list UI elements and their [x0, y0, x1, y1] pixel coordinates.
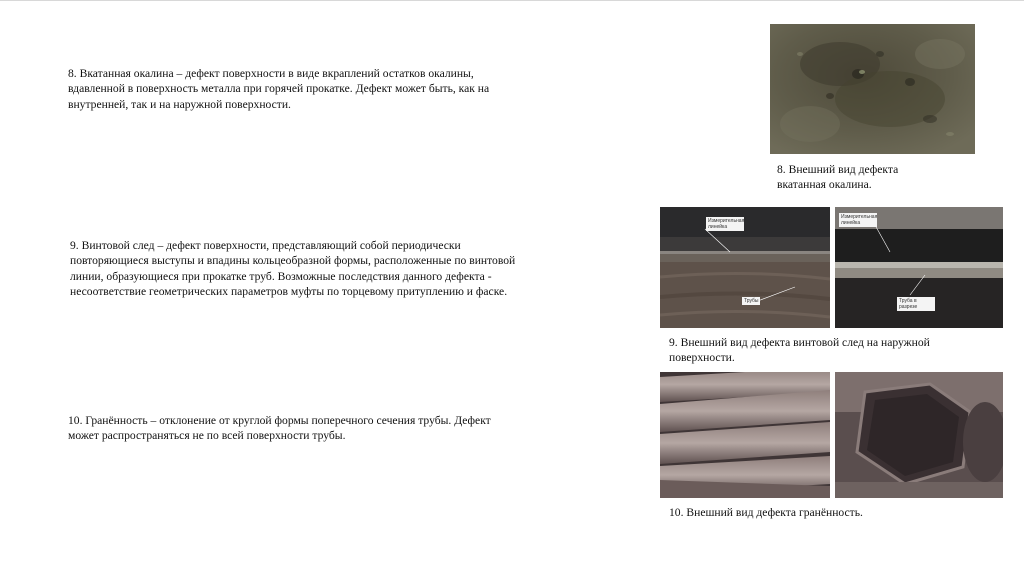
caption-line: поверхности.	[669, 351, 735, 365]
top-divider	[0, 0, 1024, 1]
paragraph-8-rolled-scale	[68, 66, 568, 112]
faceted-pipe-end-photo	[835, 372, 1003, 498]
paragraph-line: повторяющиеся выступы и впадины кольцеобразной формы, расположенные по винтовой	[70, 254, 516, 268]
caption-line: вкатанная окалина.	[777, 178, 872, 192]
paragraph-line: 9. Винтовой след – дефект поверхности, представляющий собой периодически	[70, 239, 461, 252]
caption-10	[669, 505, 989, 520]
pipe-section-label: Труба в разрезе	[897, 297, 935, 311]
spiral-trace-photo	[835, 207, 1003, 328]
paragraph-line: внутренней, так и на наружной поверхности.	[68, 97, 291, 111]
scale-photo	[770, 24, 975, 154]
caption-line: 8. Внешний вид дефекта	[777, 163, 899, 176]
faceted-pipes-photo	[660, 372, 830, 498]
paragraph-line: 8. Вкатанная окалина – дефект поверхности в виде вкраплений остатков окалины,	[68, 67, 474, 80]
caption-line: 10. Внешний вид дефекта гранённость.	[669, 506, 863, 519]
paragraph-line: вдавленной в поверхность металла при горячей прокатке. Дефект может быть, как на	[68, 82, 490, 96]
ruler-label: Измерительная линейка	[708, 218, 745, 230]
caption-9	[669, 335, 999, 365]
ruler-label: Измерительная линейка	[841, 214, 878, 226]
paragraph-line: несоответствие геометрических параметров муфты по торцевому притуплению и фаске.	[70, 285, 508, 299]
caption-line: 9. Внешний вид дефекта винтовой след на наружной	[669, 336, 930, 349]
paragraph-line: линии, образующиеся при прокатке труб. Возможные последствия данного дефекта -	[70, 269, 492, 283]
paragraph-10-faceting	[68, 413, 568, 444]
paragraph-line: может распространяться не по всей поверхности трубы.	[68, 429, 346, 443]
caption-8	[777, 162, 1007, 192]
paragraph-line: 10. Гранённость – отклонение от круглой формы поперечного сечения трубы. Дефект	[68, 414, 491, 427]
pipe-label: Трубы	[744, 298, 759, 304]
spiral-trace-photo	[660, 207, 830, 328]
paragraph-9-spiral-trace	[70, 238, 590, 300]
